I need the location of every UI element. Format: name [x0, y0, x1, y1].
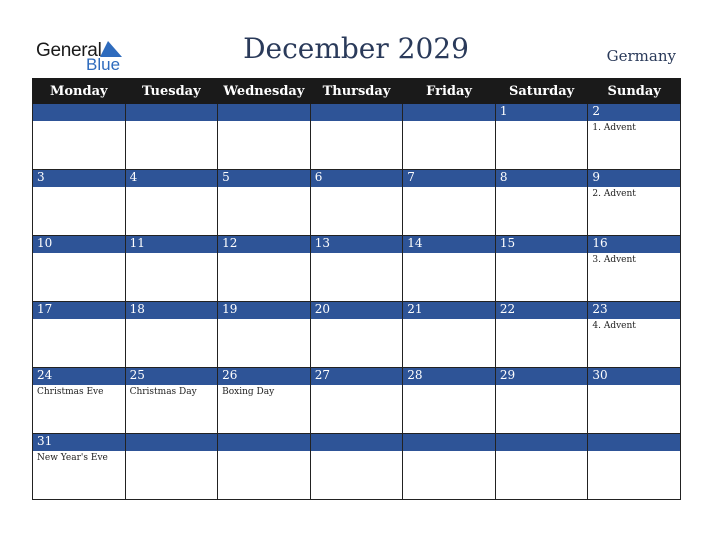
week-event-row [33, 319, 681, 368]
weekday-header: Thursday [310, 79, 403, 104]
weekday-header: Saturday [495, 79, 588, 104]
day-number[interactable]: 25 [125, 368, 218, 386]
day-number[interactable] [310, 434, 403, 452]
day-number[interactable] [125, 434, 218, 452]
week-number-bar [33, 434, 681, 452]
calendar-grid [32, 78, 681, 500]
day-event[interactable] [310, 385, 403, 434]
week-event-row [33, 253, 681, 302]
day-event[interactable] [125, 253, 218, 302]
day-event[interactable] [33, 253, 126, 302]
weekday-header: Sunday [588, 79, 681, 104]
week-number-bar [33, 302, 681, 320]
day-event[interactable] [33, 187, 126, 236]
day-event[interactable] [218, 451, 311, 500]
day-number[interactable]: 23 [588, 302, 681, 320]
day-event[interactable] [310, 451, 403, 500]
day-number[interactable]: 7 [403, 170, 496, 188]
day-event[interactable]: Boxing Day [218, 385, 311, 434]
day-number[interactable] [218, 434, 311, 452]
day-number[interactable] [495, 434, 588, 452]
day-number[interactable]: 24 [33, 368, 126, 386]
day-number[interactable]: 28 [403, 368, 496, 386]
day-event[interactable]: Christmas Day [125, 385, 218, 434]
day-number[interactable]: 31 [33, 434, 126, 452]
day-event[interactable] [218, 253, 311, 302]
day-number[interactable]: 4 [125, 170, 218, 188]
day-event[interactable] [495, 187, 588, 236]
day-event[interactable] [495, 385, 588, 434]
day-event[interactable]: New Year's Eve [33, 451, 126, 500]
day-number[interactable]: 6 [310, 170, 403, 188]
day-number[interactable]: 17 [33, 302, 126, 320]
day-number[interactable]: 18 [125, 302, 218, 320]
day-event[interactable] [218, 187, 311, 236]
day-event[interactable]: 3. Advent [588, 253, 681, 302]
day-event[interactable]: 2. Advent [588, 187, 681, 236]
country-label: Germany [606, 47, 676, 65]
day-number[interactable]: 2 [588, 104, 681, 122]
weekday-header: Wednesday [218, 79, 311, 104]
page-title: December 2029 [243, 32, 469, 65]
week-event-row [33, 187, 681, 236]
day-event[interactable] [495, 451, 588, 500]
week-event-row [33, 385, 681, 434]
day-number[interactable]: 9 [588, 170, 681, 188]
day-event[interactable] [310, 121, 403, 170]
day-event[interactable]: 1. Advent [588, 121, 681, 170]
day-number[interactable]: 13 [310, 236, 403, 254]
day-event[interactable] [403, 187, 496, 236]
day-event[interactable] [125, 121, 218, 170]
day-event[interactable] [310, 187, 403, 236]
week-event-row [33, 121, 681, 170]
week-number-bar [33, 104, 681, 122]
day-number[interactable]: 12 [218, 236, 311, 254]
day-number[interactable] [310, 104, 403, 122]
day-number[interactable] [125, 104, 218, 122]
day-event[interactable] [310, 253, 403, 302]
day-event[interactable] [588, 385, 681, 434]
day-event[interactable] [125, 187, 218, 236]
day-event[interactable] [33, 121, 126, 170]
day-event[interactable]: 4. Advent [588, 319, 681, 368]
week-number-bar [33, 170, 681, 188]
day-number[interactable] [33, 104, 126, 122]
day-number[interactable]: 5 [218, 170, 311, 188]
day-number[interactable] [588, 434, 681, 452]
day-event[interactable]: Christmas Eve [33, 385, 126, 434]
day-number[interactable]: 21 [403, 302, 496, 320]
day-number[interactable]: 30 [588, 368, 681, 386]
day-number[interactable] [403, 434, 496, 452]
day-number[interactable]: 20 [310, 302, 403, 320]
day-event[interactable] [403, 121, 496, 170]
day-event[interactable] [403, 385, 496, 434]
day-number[interactable]: 8 [495, 170, 588, 188]
day-event[interactable] [403, 319, 496, 368]
day-event[interactable] [495, 253, 588, 302]
day-event[interactable] [218, 121, 311, 170]
day-number[interactable]: 26 [218, 368, 311, 386]
day-event[interactable] [125, 451, 218, 500]
weekday-header: Monday [33, 79, 126, 104]
day-event[interactable] [125, 319, 218, 368]
day-event[interactable] [495, 319, 588, 368]
day-event[interactable] [403, 451, 496, 500]
day-event[interactable] [588, 451, 681, 500]
day-number[interactable]: 11 [125, 236, 218, 254]
logo-text-general: General [36, 40, 102, 61]
day-number[interactable]: 19 [218, 302, 311, 320]
week-number-bar [33, 236, 681, 254]
day-number[interactable]: 1 [495, 104, 588, 122]
week-event-row [33, 451, 681, 500]
day-number[interactable] [403, 104, 496, 122]
day-event[interactable] [403, 253, 496, 302]
weekday-header: Friday [403, 79, 496, 104]
day-number[interactable]: 3 [33, 170, 126, 188]
weekday-header: Tuesday [125, 79, 218, 104]
weekday-header-row [33, 79, 681, 104]
day-event[interactable] [310, 319, 403, 368]
day-event[interactable] [33, 319, 126, 368]
day-event[interactable] [218, 319, 311, 368]
day-number[interactable]: 29 [495, 368, 588, 386]
day-number[interactable]: 14 [403, 236, 496, 254]
day-number[interactable] [218, 104, 311, 122]
day-number[interactable]: 15 [495, 236, 588, 254]
week-number-bar [33, 368, 681, 386]
day-number[interactable]: 22 [495, 302, 588, 320]
day-number[interactable]: 16 [588, 236, 681, 254]
day-number[interactable]: 10 [33, 236, 126, 254]
logo-text-blue: Blue [86, 55, 121, 74]
day-number[interactable]: 27 [310, 368, 403, 386]
day-event[interactable] [495, 121, 588, 170]
